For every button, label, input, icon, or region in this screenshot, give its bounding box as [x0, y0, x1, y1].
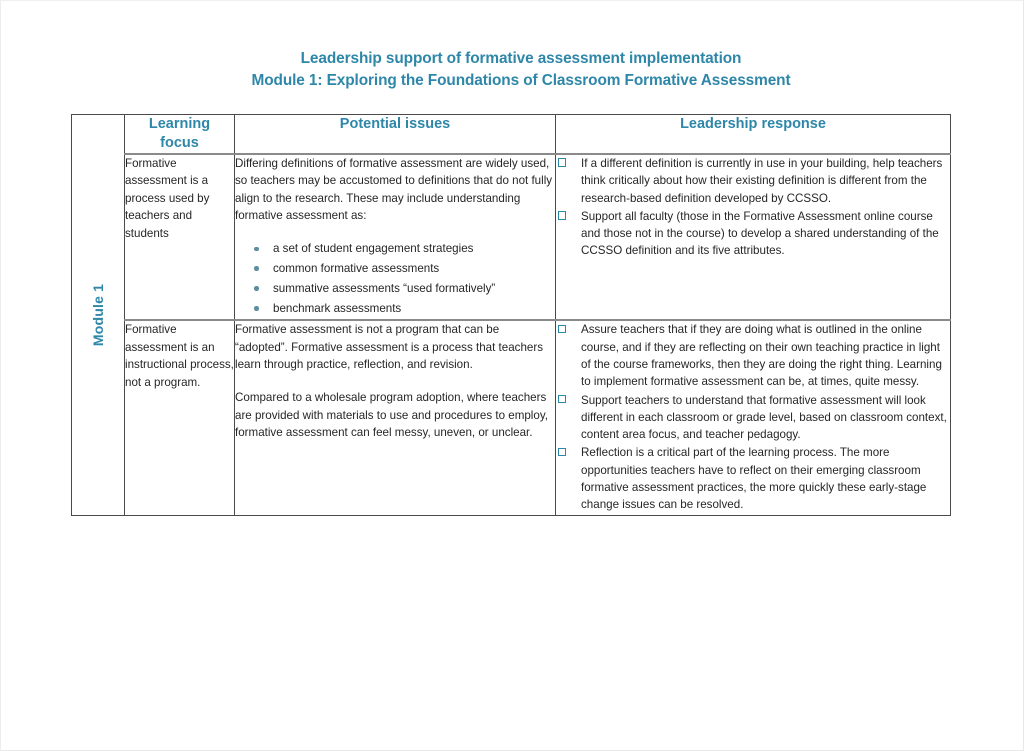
row-1-leadership-response [556, 154, 951, 320]
row-2-issues-paragraph-1: Formative assessment is not a program that can be “adopted”. Formative assessment is a process that teachers learn through practice, reflection, and revision. [235, 323, 544, 371]
list-item-text: Reflection is a critical part of the learning process. The more opportunities teachers have to reflect on their emerging classroom formative assessment practices, the more quickly these early-stage change issues can be resolved. [581, 446, 927, 512]
checkbox-icon[interactable] [558, 158, 566, 166]
row-2-response-checklist [556, 321, 950, 513]
module-label-cell [72, 115, 125, 516]
list-item-text: Assure teachers that if they are doing what is outlined in the online course, and if they are reflecting on their own teaching practice in light of the course frameworks, then they are doing the right thing. Learning to implement formative assessment can be, at times, quite messy. [581, 323, 942, 389]
module-table-wrapper [71, 114, 950, 516]
table-row [72, 320, 951, 515]
table-header-row [72, 115, 951, 155]
document-title-block [1, 48, 1024, 92]
page-title-line-2: Module 1: Exploring the Foundations of Classroom Formative Assessment [251, 72, 791, 89]
list-item: summative assessments “used formatively” [252, 280, 555, 297]
row-1-learning-focus: Formative assessment is a process used by teachers and students [125, 154, 235, 320]
table-row [72, 154, 951, 320]
list-item: common formative assessments [252, 260, 555, 277]
column-header-learning-focus-line-1: Learning [148, 116, 211, 132]
row-1-potential-issues [235, 154, 556, 320]
list-item [556, 392, 950, 444]
list-item: a set of student engagement strategies [252, 240, 555, 257]
list-item [556, 444, 950, 513]
checkbox-icon[interactable] [558, 395, 566, 403]
column-header-potential-issues: Potential issues [235, 115, 556, 155]
column-header-leadership-response: Leadership response [556, 115, 951, 155]
checkbox-icon[interactable] [558, 448, 566, 456]
column-header-learning-focus [125, 115, 235, 155]
page-title-line-1: Leadership support of formative assessment implementation [300, 50, 742, 67]
row-2-potential-issues [235, 320, 556, 515]
list-item: benchmark assessments [252, 300, 555, 317]
list-item [556, 208, 950, 260]
module-table [71, 114, 951, 516]
row-1-response-checklist [556, 155, 950, 260]
checkbox-icon[interactable] [558, 211, 566, 219]
row-2-issues-paragraph-2: Compared to a wholesale program adoption, where teachers are provided with materials to use and procedures to employ, formative assessment can feel messy, uneven, or unclear. [235, 391, 548, 439]
row-2-leadership-response [556, 320, 951, 515]
module-label: Module 1 [90, 283, 106, 346]
list-item-text: Support all faculty (those in the Formative Assessment online course and those not in the course) to develop a shared understanding of the CCSSO definition and its five attributes. [581, 209, 939, 258]
column-header-learning-focus-line-2: focus [160, 135, 199, 151]
checkbox-icon[interactable] [558, 325, 566, 333]
row-1-issues-bullet-list [235, 240, 555, 317]
list-item [556, 321, 950, 390]
list-item [556, 155, 950, 207]
list-item-text: Support teachers to understand that formative assessment will look different in each classroom or grade level, based on classroom context, content area focus, and teacher pedagogy. [581, 393, 947, 442]
row-2-learning-focus: Formative assessment is an instructional process, not a program. [125, 320, 235, 515]
row-1-issues-intro: Differing definitions of formative assessment are widely used, so teachers may be accustomed to definitions that do not fully align to the research. These may include understanding formative assessment as: [235, 157, 553, 222]
list-item-text: If a different definition is currently in use in your building, help teachers think critically about how their existing definition is different from the research-based definition developed by CCSSO. [581, 157, 943, 205]
